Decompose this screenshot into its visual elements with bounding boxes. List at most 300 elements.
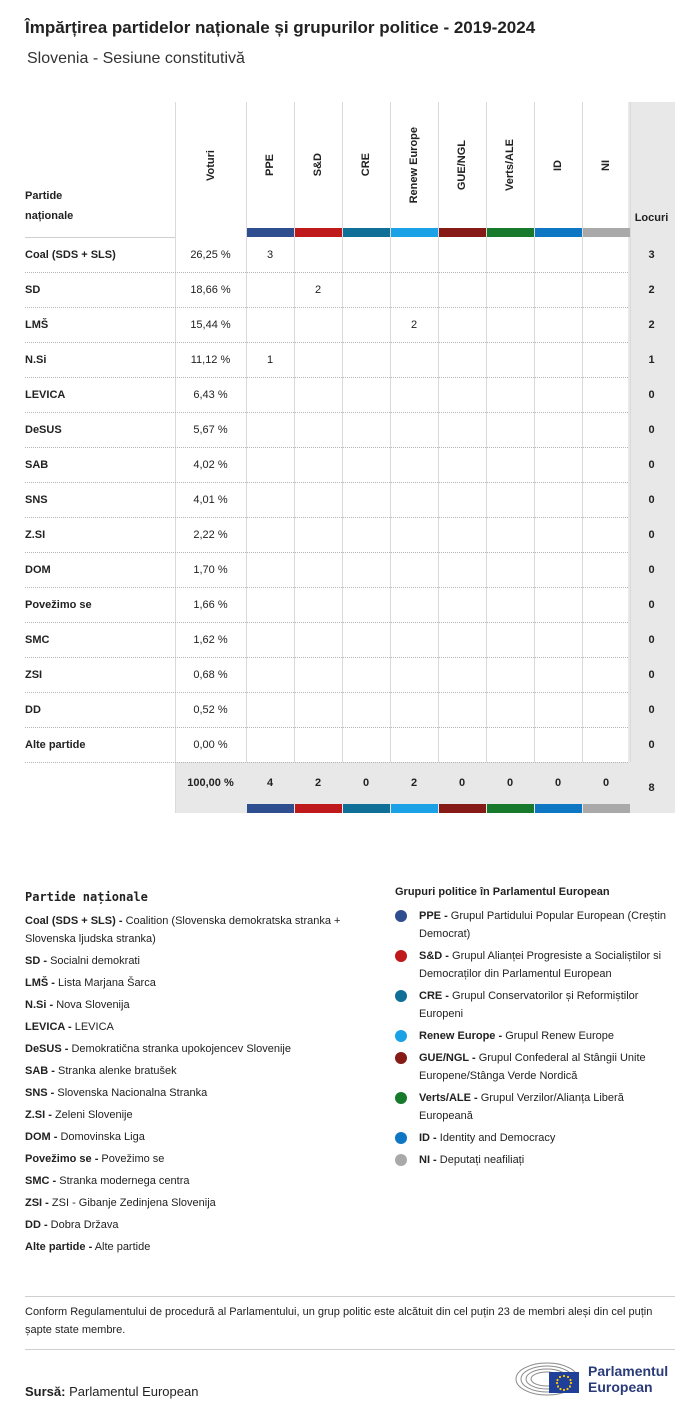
seat-distribution-table (25, 102, 675, 813)
table-row-votes: 0,52 % (193, 703, 228, 716)
group-header-label: NI (600, 159, 612, 171)
table-row-seat-cell (534, 482, 582, 517)
table-row-party: SD (25, 283, 41, 296)
table-row-seat-cell (486, 727, 534, 762)
group-color-bar (247, 804, 294, 813)
table-row-seat-cell (390, 517, 438, 552)
table-row-votes: 1,62 % (193, 633, 228, 646)
table-row-seat-cell (390, 377, 438, 412)
table-row-seats: 0 (648, 458, 655, 471)
legend-abbr: LMŠ - (25, 977, 55, 989)
table-row-seat-cell (246, 272, 294, 307)
table-row-seat-cell (390, 657, 438, 692)
legend-name: Stranka modernega centra (59, 1175, 190, 1187)
table-row-seat-cell (294, 412, 342, 447)
table-row-seat-cell (246, 622, 294, 657)
legend-name: LEVICA (74, 1021, 114, 1033)
table-row-seat-cell (534, 447, 582, 482)
group-color-bar (295, 804, 342, 813)
legend-name: Povežimo se (101, 1153, 165, 1165)
table-row-party: SMC (25, 633, 50, 646)
table-row-party: SAB (25, 458, 49, 471)
legend-name: Deputați neafiliați (439, 1154, 525, 1166)
table-row-seat-cell (582, 377, 630, 412)
group-column-header (486, 102, 534, 228)
table-row-seat-cell (438, 552, 486, 587)
national-party-legend-item (25, 1106, 365, 1124)
group-column-header (294, 102, 342, 228)
table-row-seat-cell (582, 622, 630, 657)
legend-abbr: SAB - (25, 1065, 55, 1077)
table-row-votes: 5,67 % (193, 423, 228, 436)
legend-abbr: N.Si - (25, 999, 54, 1011)
legend-name: Grupul Verzilor/Alianța Liberă Europeană (419, 1092, 624, 1122)
legend-abbr: ID - (419, 1132, 437, 1144)
group-column-header (438, 102, 486, 228)
page-subtitle: Slovenia - Sesiune constitutivă (27, 50, 245, 67)
table-row-seat-cell (342, 622, 390, 657)
table-row-votes: 0,00 % (193, 738, 228, 751)
table-row-seat-cell (342, 377, 390, 412)
totals-group-cell: 2 (314, 777, 322, 789)
table-row-seat-cell (438, 657, 486, 692)
legend-abbr: Renew Europe - (419, 1030, 503, 1042)
footnote: Conform Regulamentului de procedură al Parlamentului, un grup politic este alcătuit din cel puțin 23 de membri aleși din cel puțin șapte state membre. (25, 1306, 653, 1336)
group-header-label: Verts/ALE (504, 139, 516, 191)
table-row-seat-cell (486, 517, 534, 552)
table-row-seat-cell (534, 377, 582, 412)
national-party-legend-item (25, 974, 365, 992)
political-group-legend-item (395, 1049, 680, 1085)
table-row-seat-cell (342, 657, 390, 692)
table-row-seat-cell (438, 272, 486, 307)
group-color-bar (343, 228, 390, 237)
table-row-seat-cell (294, 447, 342, 482)
table-row-seat-cell (534, 552, 582, 587)
table-row-seat-cell (438, 237, 486, 272)
legend-abbr: CRE - (419, 990, 449, 1002)
table-row-seat-cell (342, 552, 390, 587)
table-row-seat-cell (246, 552, 294, 587)
legend-abbr: SNS - (25, 1087, 55, 1099)
group-color-bar (295, 228, 342, 237)
table-row-seat-cell (342, 447, 390, 482)
table-row-votes: 0,68 % (193, 668, 228, 681)
table-row-seat-cell (534, 307, 582, 342)
votes-header-label: Voturi (204, 149, 217, 181)
table-row-seat-cell (582, 307, 630, 342)
totals-group-cell: 0 (362, 777, 370, 789)
legend-name: Domovinska Liga (60, 1131, 145, 1143)
table-row-seat-cell (534, 622, 582, 657)
group-color-bar (583, 804, 630, 813)
national-party-legend-item (25, 1216, 365, 1234)
divider (25, 1296, 675, 1297)
national-party-legend-item (25, 1194, 365, 1212)
table-row-seat-cell (486, 342, 534, 377)
table-row-seat-cell (534, 657, 582, 692)
table-row-votes: 15,44 % (190, 318, 231, 331)
source-label: Sursă: (25, 1384, 66, 1399)
table-row-seat-cell (486, 272, 534, 307)
group-color-bar (583, 228, 630, 237)
legend-abbr: LEVICA - (25, 1021, 72, 1033)
table-row-seat-cell (582, 727, 630, 762)
totals-group-cell: 2 (410, 777, 418, 789)
table-row-seat-cell (342, 727, 390, 762)
table-row-seat-cell (582, 272, 630, 307)
table-row-votes: 4,02 % (193, 458, 228, 471)
table-row-seat-cell (342, 482, 390, 517)
table-row-seat-cell (534, 272, 582, 307)
group-header-label: Renew Europe (408, 126, 420, 204)
table-row-seat-cell (294, 237, 342, 272)
table-row-seat-cell (438, 517, 486, 552)
seats-column-header: Locuri (634, 212, 669, 224)
table-row-seat-cell (294, 307, 342, 342)
table-row-seat-cell (486, 447, 534, 482)
table-row-seat-cell (438, 447, 486, 482)
table-row-party: DOM (25, 563, 51, 576)
legend-name: Demokratična stranka upokojencev Slovenije (71, 1043, 291, 1055)
group-color-dot-icon (395, 1154, 407, 1166)
table-row-seat-cell: 3 (266, 248, 274, 261)
logo-text (588, 1363, 668, 1395)
table-row-seat-cell (438, 622, 486, 657)
table-row-seat-cell (246, 657, 294, 692)
table-row-seat-cell (246, 307, 294, 342)
table-row-seat-cell (390, 552, 438, 587)
table-row-seat-cell (294, 342, 342, 377)
table-row-votes: 26,25 % (190, 248, 231, 261)
group-header-label: GUE/NGL (456, 139, 468, 191)
political-group-legend-item (395, 947, 680, 983)
table-row-seat-cell (438, 587, 486, 622)
table-row-seats: 2 (648, 318, 655, 331)
legend-name: Alte partide (94, 1241, 151, 1253)
legend-name: Grupul Partidului Popular European (Creștin Democrat) (419, 910, 667, 940)
totals-seats: 8 (648, 781, 655, 794)
table-row-seat-cell (246, 692, 294, 727)
legend-name: Coalition (Slovenska demokratska stranka + Slovenska ljudska stranka) (25, 915, 341, 945)
legend-abbr: DOM - (25, 1131, 58, 1143)
table-row-seat-cell (342, 272, 390, 307)
table-row-seat-cell (246, 587, 294, 622)
group-color-dot-icon (395, 1052, 407, 1064)
table-row-votes: 4,01 % (193, 493, 228, 506)
table-row-seat-cell (294, 587, 342, 622)
group-column-header (342, 102, 390, 228)
table-row-seat-cell (486, 307, 534, 342)
table-row-seat-cell (342, 517, 390, 552)
table-row-seats: 0 (648, 703, 655, 716)
table-row-seat-cell (582, 552, 630, 587)
table-row-seat-cell (342, 342, 390, 377)
national-parties-legend (25, 886, 365, 1260)
legend-abbr: DD - (25, 1219, 48, 1231)
table-row-votes: 2,22 % (193, 528, 228, 541)
group-color-bar (391, 228, 438, 237)
national-party-legend-item (25, 1238, 365, 1256)
national-party-legend-item (25, 996, 365, 1014)
table-row-seat-cell (294, 622, 342, 657)
table-row-seat-cell (534, 727, 582, 762)
legend-abbr: SMC - (25, 1175, 57, 1187)
table-row-seat-cell (438, 727, 486, 762)
table-row-seat-cell (486, 377, 534, 412)
table-row-seat-cell (438, 482, 486, 517)
table-row-seat-cell (582, 447, 630, 482)
political-group-legend-item (395, 1089, 680, 1125)
table-row-seat-cell (582, 412, 630, 447)
parliament-hemicycle-icon (515, 1357, 585, 1397)
group-color-bar (439, 804, 486, 813)
source-value: Parlamentul European (69, 1384, 199, 1399)
table-row-seat-cell (438, 377, 486, 412)
group-color-dot-icon (395, 1030, 407, 1042)
table-row-seat-cell (294, 377, 342, 412)
legend-name: Identity and Democracy (439, 1132, 556, 1144)
table-row-party: N.Si (25, 353, 47, 366)
table-row-seats: 0 (648, 598, 655, 611)
legend-abbr: Z.SI - (25, 1109, 52, 1121)
table-row-seat-cell (390, 692, 438, 727)
legend-name: Socialni demokrati (50, 955, 140, 967)
group-color-bar (535, 804, 582, 813)
table-row-seat-cell (582, 237, 630, 272)
table-row-seat-cell (486, 622, 534, 657)
table-row-seat-cell (390, 412, 438, 447)
table-row-seat-cell (582, 587, 630, 622)
group-column-header (390, 102, 438, 228)
national-party-legend-item (25, 1150, 365, 1168)
national-party-legend-item (25, 1128, 365, 1146)
table-row-seats: 0 (648, 528, 655, 541)
table-row-seats: 0 (648, 493, 655, 506)
group-header-label: ID (552, 159, 564, 171)
table-row-seat-cell (486, 692, 534, 727)
table-row-seat-cell (342, 692, 390, 727)
table-row-seat-cell (246, 412, 294, 447)
table-row-party: Alte partide (25, 738, 86, 751)
table-row-party: Povežimo se (25, 598, 92, 611)
national-party-legend-item (25, 1040, 365, 1058)
legend-name: Lista Marjana Šarca (58, 977, 156, 989)
table-row-seat-cell (582, 517, 630, 552)
table-row-party: DD (25, 703, 41, 716)
group-column-header (582, 102, 630, 228)
totals-group-cell: 0 (602, 777, 610, 789)
table-row-party: Z.SI (25, 528, 46, 541)
legend-abbr: DeSUS - (25, 1043, 69, 1055)
table-row-seat-cell (246, 517, 294, 552)
legend-abbr: S&D - (419, 950, 449, 962)
table-row-seat-cell (390, 482, 438, 517)
legend-name: Slovenska Nacionalna Stranka (57, 1087, 208, 1099)
table-row-seat-cell (246, 482, 294, 517)
group-color-bar (391, 804, 438, 813)
legend-name: Grupul Alianței Progresiste a Socialiștilor si Democraților din Parlamentul European (419, 950, 662, 980)
political-group-legend-item (395, 987, 680, 1023)
table-row-seat-cell (534, 692, 582, 727)
group-color-dot-icon (395, 990, 407, 1002)
table-row-seats: 0 (648, 423, 655, 436)
totals-group-cell: 0 (506, 777, 514, 789)
group-color-bar (487, 804, 534, 813)
table-row-seat-cell (438, 692, 486, 727)
group-color-bar (247, 228, 294, 237)
table-row-seat-cell (390, 622, 438, 657)
group-color-dot-icon (395, 910, 407, 922)
table-row-seat-cell (294, 657, 342, 692)
table-row-seat-cell (390, 447, 438, 482)
source-line (25, 1384, 198, 1399)
table-row-seat-cell (486, 412, 534, 447)
table-row-seats: 0 (648, 633, 655, 646)
national-party-legend-item (25, 1062, 365, 1080)
legend-abbr: NI - (419, 1154, 437, 1166)
table-row-seat-cell (390, 342, 438, 377)
table-row-seat-cell (486, 237, 534, 272)
legend-abbr: ZSI - (25, 1197, 49, 1209)
table-row-seat-cell (246, 377, 294, 412)
table-row-seat-cell: 2 (314, 283, 322, 296)
table-row-seat-cell (390, 727, 438, 762)
national-parties-legend-heading: Partide naționale (25, 890, 148, 904)
table-row-seat-cell (294, 552, 342, 587)
totals-group-cell: 0 (554, 777, 562, 789)
table-row-seat-cell (438, 342, 486, 377)
table-row-seat-cell (534, 517, 582, 552)
national-party-legend-item (25, 912, 365, 948)
table-row-seat-cell (246, 727, 294, 762)
political-group-legend-item (395, 1129, 680, 1147)
table-row-seat-cell (486, 482, 534, 517)
table-row-seat-cell (342, 587, 390, 622)
table-row-votes: 18,66 % (190, 283, 231, 296)
legend-abbr: Povežimo se - (25, 1153, 99, 1165)
group-column-header (534, 102, 582, 228)
political-groups-legend (395, 886, 680, 1173)
table-row-seats: 0 (648, 668, 655, 681)
legend-name: Grupul Confederal al Stângii Unite Europene/Stânga Verde Nordică (419, 1052, 646, 1082)
table-row-seat-cell (438, 307, 486, 342)
table-row-seat-cell (342, 237, 390, 272)
group-header-label: PPE (264, 153, 276, 176)
party-column-header: Partide naționale (25, 190, 74, 222)
table-row-seat-cell (294, 692, 342, 727)
table-row-seat-cell (582, 342, 630, 377)
table-row-seat-cell (438, 412, 486, 447)
national-party-legend-item (25, 1084, 365, 1102)
table-row-seat-cell (390, 237, 438, 272)
table-row-party: LMŠ (25, 318, 49, 331)
european-parliament-logo (515, 1357, 680, 1397)
table-row-seats: 2 (648, 283, 655, 296)
political-group-legend-item (395, 1151, 680, 1169)
table-row-party: Coal (SDS + SLS) (25, 248, 116, 261)
national-party-legend-item (25, 952, 365, 970)
legend-name: Nova Slovenija (56, 999, 130, 1011)
legend-name: Grupul Conservatorilor și Reformiștilor Europeni (419, 990, 639, 1020)
table-row-seat-cell (582, 692, 630, 727)
legend-abbr: PPE - (419, 910, 448, 922)
table-row-seat-cell (486, 552, 534, 587)
legend-name: Dobra Država (50, 1219, 119, 1231)
table-row-party: DeSUS (25, 423, 62, 436)
table-row-party: LEVICA (25, 388, 66, 401)
table-row-seat-cell (486, 657, 534, 692)
table-row-seat-cell (390, 272, 438, 307)
political-group-legend-item (395, 1027, 680, 1045)
group-color-bar (487, 228, 534, 237)
table-row-seat-cell: 1 (266, 353, 274, 366)
table-row-seat-cell (294, 517, 342, 552)
group-header-label: CRE (360, 153, 372, 177)
table-row-seats: 1 (648, 353, 655, 366)
legend-name: Stranka alenke bratušek (58, 1065, 177, 1077)
national-party-legend-item (25, 1172, 365, 1190)
table-row-seat-cell (246, 447, 294, 482)
legend-abbr: Alte partide - (25, 1241, 93, 1253)
national-party-legend-item (25, 1018, 365, 1036)
group-color-dot-icon (395, 950, 407, 962)
table-row-seat-cell (390, 587, 438, 622)
table-row-seat-cell (342, 412, 390, 447)
legend-name: ZSI - Gibanje Zedinjena Slovenija (51, 1197, 216, 1209)
legend-abbr: GUE/NGL - (419, 1052, 476, 1064)
group-color-bar (439, 228, 486, 237)
legend-abbr: SD - (25, 955, 47, 967)
votes-column-header (175, 102, 246, 228)
totals-votes: 100,00 % (187, 777, 234, 789)
logo-line-2: European (588, 1379, 653, 1395)
group-color-bar (343, 804, 390, 813)
legend-abbr: Coal (SDS + SLS) - (25, 915, 123, 927)
totals-group-cell: 4 (266, 777, 274, 789)
table-row-votes: 1,66 % (193, 598, 228, 611)
table-row-seat-cell (486, 587, 534, 622)
table-row-seat-cell: 2 (410, 318, 418, 331)
group-color-dot-icon (395, 1132, 407, 1144)
table-row-seat-cell (294, 482, 342, 517)
group-column-header (246, 102, 294, 228)
totals-group-cell: 0 (458, 777, 466, 789)
table-row-seat-cell (534, 342, 582, 377)
table-row-seat-cell (582, 657, 630, 692)
political-groups-legend-heading: Grupuri politice în Parlamentul European (395, 886, 610, 898)
divider (25, 1349, 675, 1350)
table-row-seat-cell (342, 307, 390, 342)
group-color-bar (535, 228, 582, 237)
table-row-seats: 3 (648, 248, 655, 261)
group-color-dot-icon (395, 1092, 407, 1104)
page-title: Împărțirea partidelor naționale și grupurilor politice - 2019-2024 (25, 18, 536, 37)
table-row-seats: 0 (648, 738, 655, 751)
group-header-label: S&D (312, 153, 324, 177)
table-row-party: SNS (25, 493, 48, 506)
legend-name: Zeleni Slovenije (54, 1109, 133, 1121)
legend-abbr: Verts/ALE - (419, 1092, 478, 1104)
table-row-votes: 6,43 % (193, 388, 228, 401)
table-row-party: ZSI (25, 668, 43, 681)
legend-name: Grupul Renew Europe (505, 1030, 615, 1042)
political-group-legend-item (395, 907, 680, 943)
logo-line-1: Parlamentul (588, 1363, 669, 1379)
table-row-seat-cell (534, 237, 582, 272)
table-row-seat-cell (534, 587, 582, 622)
table-row-seat-cell (294, 727, 342, 762)
